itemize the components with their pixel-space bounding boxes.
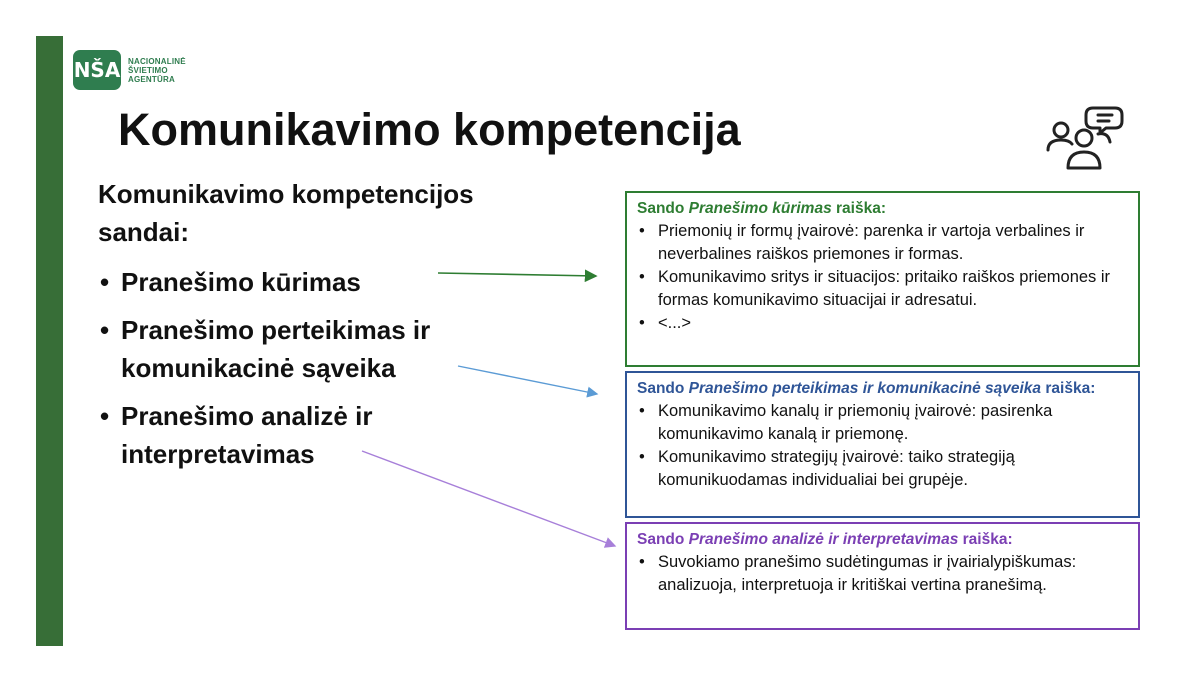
heading-italic: Pranešimo kūrimas (688, 200, 832, 217)
logo-text (128, 57, 186, 84)
bullet-marker: • (100, 315, 110, 345)
box-message-analysis (625, 522, 1140, 630)
list-item (637, 551, 1130, 597)
heading-prefix: Sando (637, 200, 689, 217)
logo-line: ŠVIETIMO (128, 65, 168, 75)
bullet-marker: • (639, 402, 645, 420)
heading-suffix: raiška: (958, 531, 1013, 548)
heading-prefix: Sando (637, 380, 689, 397)
logo-mark: NŠA (73, 50, 121, 90)
nsa-logo (73, 50, 186, 90)
box-heading (637, 199, 1130, 218)
components-column (98, 175, 568, 483)
box-message-creation (625, 191, 1140, 367)
bullet-marker: • (639, 314, 645, 332)
logo-line: AGENTŪRA (128, 74, 175, 84)
people-discussion-icon (1042, 104, 1126, 172)
box-heading (637, 379, 1130, 398)
list-item-text: Suvokiamo pranešimo sudėtingumas ir įvairialypiškumas: analizuoja, interpretuoja ir kritiškai vertina pranešimą. (658, 553, 1077, 594)
box-list (637, 220, 1130, 335)
heading-suffix: raiška: (1041, 380, 1096, 397)
components-list (98, 263, 568, 473)
bullet-marker: • (639, 268, 645, 286)
list-item-text: Priemonių ir formų įvairovė: parenka ir vartoja verbalines ir neverbalines raiškos priemones ir formas. (658, 222, 1085, 263)
bullet-marker: • (639, 222, 645, 240)
list-item-text: Pranešimo perteikimas ir komunikacinė sąveika (121, 315, 431, 383)
list-item-text: Komunikavimo kanalų ir priemonių įvairovė: pasirenka komunikavimo kanalą ir priemonę. (658, 402, 1053, 443)
box-list (637, 400, 1130, 492)
list-item (98, 311, 568, 387)
heading-prefix: Sando (637, 531, 689, 548)
list-item-text: Pranešimo kūrimas (121, 267, 361, 297)
list-item-text: Pranešimo analizė ir interpretavimas (121, 401, 373, 469)
list-item (637, 266, 1130, 312)
components-intro: Komunikavimo kompetencijos sandai: (98, 179, 474, 247)
logo-line: NACIONALINĖ (128, 56, 186, 66)
heading-italic: Pranešimo perteikimas ir komunikacinė sąveika (688, 380, 1042, 397)
list-item (637, 312, 1130, 335)
bullet-marker: • (639, 448, 645, 466)
list-item-text: Komunikavimo sritys ir situacijos: pritaiko raiškos priemones ir formas komunikavimo situacijai ir adresatui. (658, 268, 1111, 309)
box-list (637, 551, 1130, 597)
box-heading (637, 530, 1130, 549)
heading-suffix: raiška: (831, 200, 886, 217)
list-item (637, 220, 1130, 266)
list-item-text: Komunikavimo strategijų įvairovė: taiko strategiją komunikuodamas individualiai bei grupėje. (658, 448, 1015, 489)
list-item (98, 397, 568, 473)
bullet-marker: • (100, 267, 110, 297)
slide-title: Komunikavimo kompetencija (118, 104, 741, 155)
accent-sidebar (36, 36, 63, 646)
list-item (637, 400, 1130, 446)
bullet-marker: • (100, 401, 110, 431)
heading-italic: Pranešimo analizė ir interpretavimas (688, 531, 959, 548)
list-item (637, 446, 1130, 492)
box-message-delivery (625, 371, 1140, 518)
list-item-text: <...> (658, 314, 692, 332)
bullet-marker: • (639, 553, 645, 571)
list-item (98, 263, 568, 301)
